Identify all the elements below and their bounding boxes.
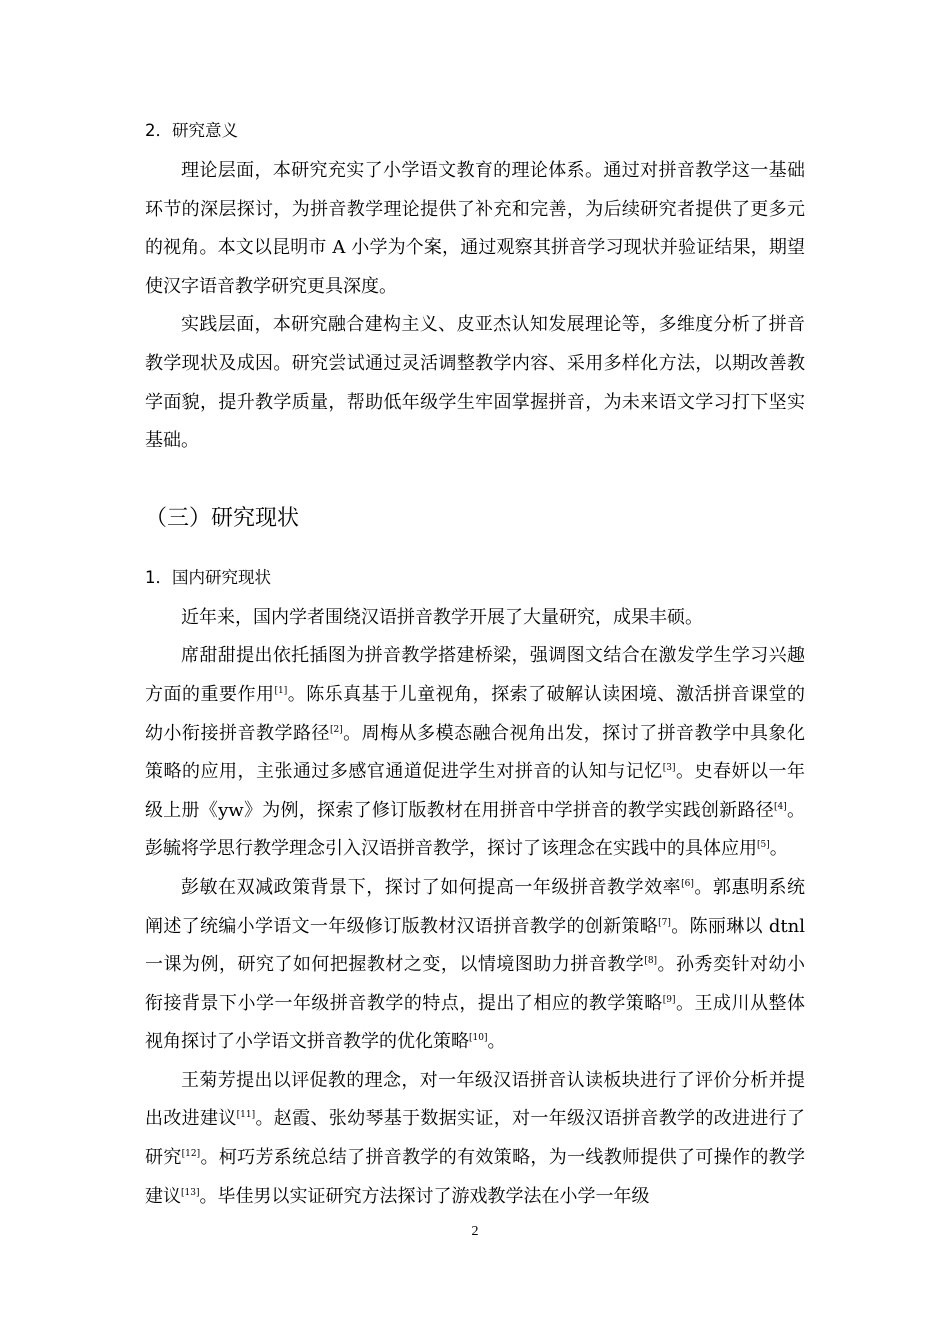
citation-8: [8] [644, 956, 658, 967]
text-run: 。王成川从整体视角探讨了小学语文拼音教学的优化策略 [145, 992, 805, 1053]
text-run: 。 [487, 1031, 506, 1053]
text-run: 。周梅从多模态融合视角出发，探讨了拼音教学中具象化策略的应用，主张通过多感官通道促进学生对拼音的认知与记忆 [145, 722, 806, 783]
citation-11: [11] [236, 1110, 256, 1121]
text-run: 。史春妍以一年级上册《yw》为例，探索了修订版教材在用拼音中学拼音的教学实践创新路径 [145, 761, 805, 821]
text-run: 。赵霞、张幼琴基于数据实证，对一年级汉语拼音教学的改进进行了研究 [145, 1108, 806, 1169]
citation-1: [1] [274, 685, 288, 696]
text-run: 。陈丽琳以 dtnl 一课为例，研究了如何把握教材之变，以情境图助力拼音教学 [145, 915, 806, 976]
paragraph-intro: 近年来，国内学者围绕汉语拼音教学开展了大量研究，成果丰硕。 [181, 606, 703, 628]
heading-domestic-status: 1．国内研究现状 [145, 567, 271, 587]
citation-3: [3] [662, 763, 676, 774]
citation-2: [2] [329, 724, 343, 735]
text-run: 。郭惠明系统阐述了统编小学语文一年级修订版教材汉语拼音教学的创新策略 [145, 876, 806, 937]
text-run: 。孙秀奕针对幼小衔接背景下小学一年级拼音教学的特点，提出了相应的教学策略 [145, 954, 806, 1014]
paragraph-theory: 理论层面，本研究充实了小学语文教育的理论体系。通过对拼音教学这一基础环节的深层探讨，为拼音教学理论提供了补充和完善，为后续研究者提供了更多元的视角。本文以昆明市 A 小学为个案，通过观察其拼音学习现状并验证结果，期望使汉字语音教学研究更具深度。 [145, 160, 805, 297]
page-number: 2 [471, 1224, 479, 1239]
paragraph-review-1 [145, 637, 805, 869]
citation-4: [4] [773, 801, 787, 812]
heading-research-status: （三）研究现状 [145, 505, 300, 531]
text-run: 。陈乐真基于儿童视角，探索了破解认读困境、激活拼音课堂的幼小衔接拼音教学路径 [145, 683, 806, 744]
page-body [145, 112, 805, 1216]
paragraph-practice: 实践层面，本研究融合建构主义、皮亚杰认知发展理论等，多维度分析了拼音教学现状及成因。研究尝试通过灵活调整教学内容、采用多样化方法，以期改善教学面貌，提升教学质量，帮助低年级学生牢固掌握拼音，为未来语文学习打下坚实基础。 [145, 314, 805, 452]
text-run: 席甜甜提出依托插图为拼音教学搭建桥梁，强调图文结合在激发学生学习兴趣方面的重要作用 [145, 645, 805, 705]
citation-5: [5] [757, 840, 770, 851]
citation-9: [9] [662, 994, 676, 1005]
citation-13: [13] [181, 1187, 200, 1198]
text-run: 。毕佳男以实证研究方法探讨了游戏教学法在小学一年级 [199, 1185, 650, 1207]
citation-12: [12] [181, 1149, 201, 1160]
text-run: 。 [769, 838, 788, 860]
text-run: 。柯巧芳系统总结了拼音教学的有效策略，为一线教师提供了可操作的教学建议 [145, 1147, 806, 1207]
paragraph-review-3 [145, 1062, 805, 1216]
text-run: 。彭毓将学思行教学理念引入汉语拼音教学，探讨了该理念在实践中的具体应用 [145, 799, 805, 860]
heading-research-significance: 2．研究意义 [145, 121, 238, 140]
paragraph-review-2 [145, 869, 805, 1062]
citation-6: [6] [681, 878, 694, 889]
text-run: 王菊芳提出以评促教的理念，对一年级汉语拼音认读板块进行了评价分析并提出改进建议 [145, 1069, 805, 1130]
citation-10: [10] [469, 1033, 488, 1044]
text-run: 彭敏在双减政策背景下，探讨了如何提高一年级拼音教学效率 [181, 876, 682, 898]
citation-7: [7] [658, 917, 671, 928]
